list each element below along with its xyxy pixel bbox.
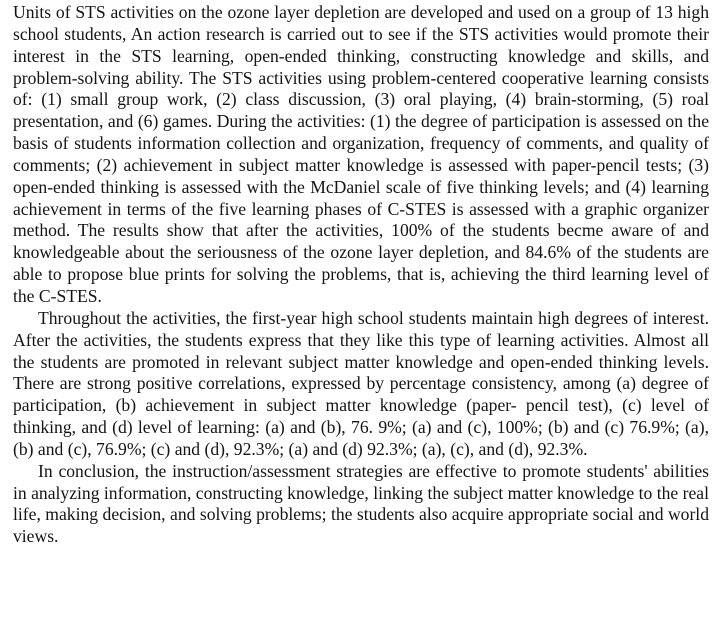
abstract-paragraph-3: In conclusion, the instruction/assessment strategies are effective to promote students' abilities in analyzing information, constructing knowledge, linking the subject matter knowledge to the real life, making decision, and solving problems; the students also acquire appropriate social and world views.: [13, 460, 709, 547]
abstract-paragraph-1: Units of STS activities on the ozone layer depletion are developed and used on a group of 13 high school students, An action research is carried out to see if the STS activities would promote their interest in the STS learning, open-ended thinking, constructing knowledge and skills, and problem-solving ability. The STS activities using problem-centered cooperative learning consists of: (1) small group work, (2) class discussion, (3) oral playing, (4) brain-storming, (5) roal presentation, and (6) games. During the activities: (1) the degree of participation is assessed on the basis of students information collection and organization, frequency of comments, and quality of comments; (2) achievement in subject matter knowledge is assessed with paper-pencil tests; (3) open-ended thinking is assessed with the McDaniel scale of five thinking levels; and (4) learning achievement in terms of the five learning phases of C-STES is assessed with a graphic organizer method. The results show that after the activities, 100% of the students becme aware of and knowledgeable about the seriousness of the ozone layer depletion, and 84.6% of the students are able to propose blue prints for solving the problems, that is, achieving the third learning level of the C-STES.: [13, 2, 709, 306]
abstract-paragraph-2: Throughout the activities, the first-year high school students maintain high degrees of interest. After the activities, the students express that they like this type of learning activities. Almost all the students are promoted in relevant subject matter knowledge and open-ended thinking levels. There are strong positive correlations, expressed by percentage consistency, among (a) degree of participation, (b) achievement in subject matter knowledge (paper- pencil test), (c) level of thinking, and (d) level of learning: (a) and (b), 76. 9%; (a) and (c), 100%; (b) and (c) 76.9%; (a), (b) and (c), 76.9%; (c) and (d), 92.3%; (a) and (d) 92.3%; (a), (c), and (d), 92.3%.: [13, 307, 709, 459]
